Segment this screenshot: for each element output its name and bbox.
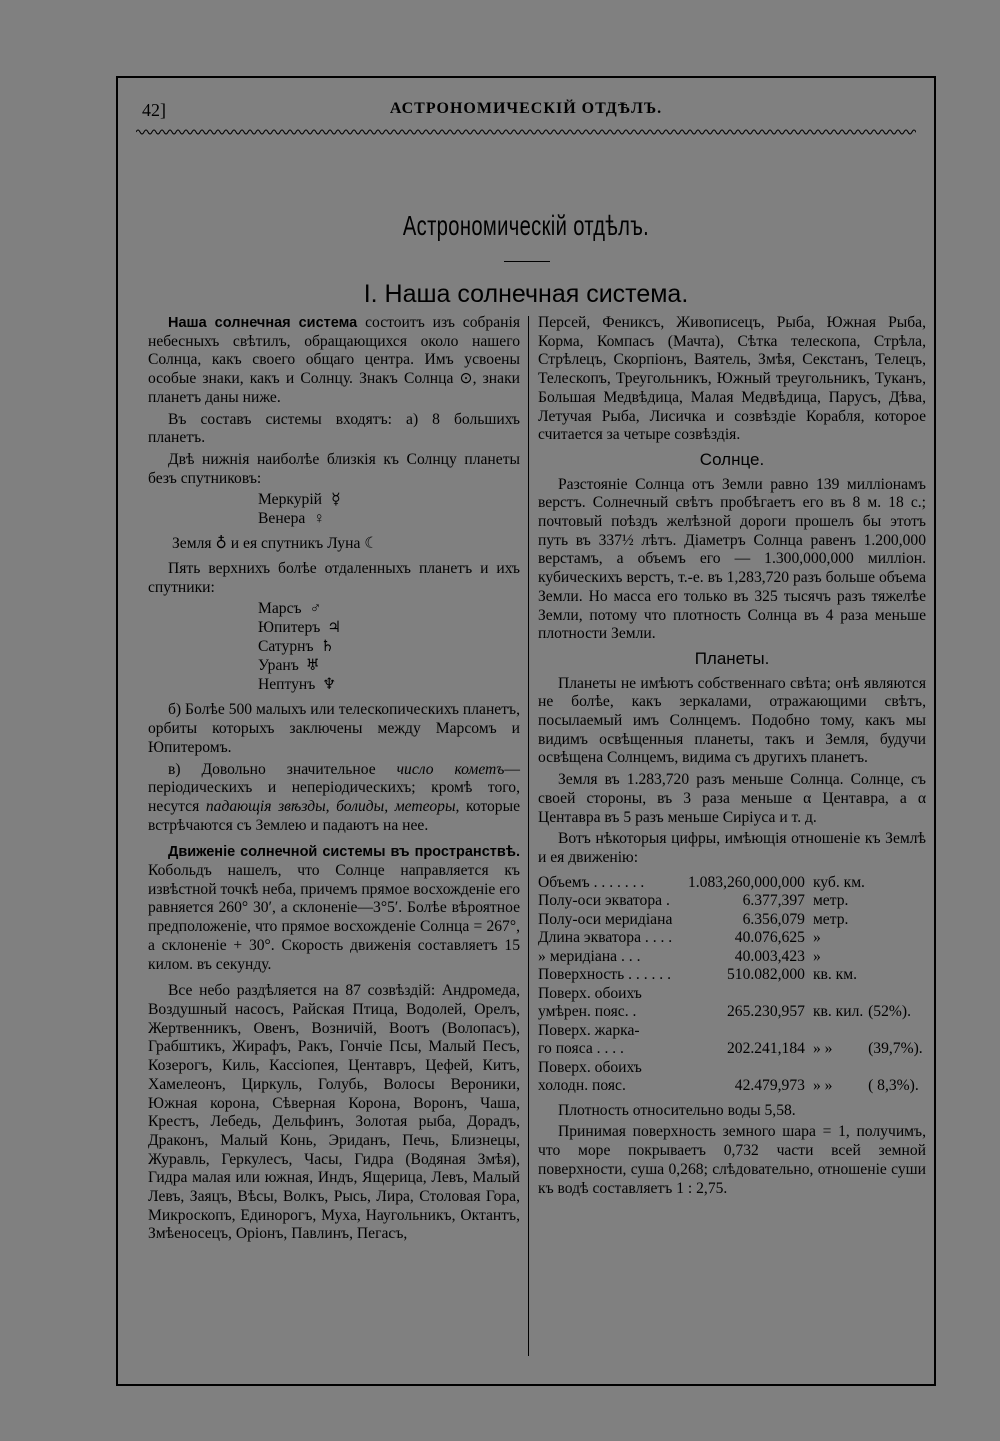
table-cell: Поверх. жарка- (538, 1021, 640, 1039)
paragraph: Въ составъ системы входятъ: а) 8 большихъ планетъ. (148, 410, 520, 447)
table-cell (680, 1059, 812, 1078)
table-cell: Поверх. обоихъ (538, 1058, 642, 1076)
page-header (138, 98, 914, 126)
table-cell: метр. (812, 892, 849, 910)
table-row (538, 874, 926, 893)
table-row (538, 1003, 926, 1022)
table-cell: умѣрен. пояс. . (538, 1003, 637, 1021)
table-cell: 40.076,625 (734, 929, 805, 947)
table-cell: кв. км. (812, 966, 858, 984)
table-cell: » меридіана . . . (538, 947, 641, 965)
inner-planets-list (258, 491, 520, 529)
table-cell: кв. кил. (812, 1003, 864, 1021)
table-cell: » » (812, 1040, 833, 1058)
table-cell: метр. (812, 910, 849, 928)
paragraph: в) Довольно значительное число кометъ— періодическихъ и неперіодическихъ; кромѣ того, несутся падающія звѣзды, болиды, метеоры, которые встрѣчаются съ Землею и падаютъ на нее. (148, 760, 520, 834)
earth-line: Земля ♁ и ея спутникъ Луна ☾ (172, 535, 379, 553)
left-column (148, 314, 520, 1247)
table-cell (868, 892, 926, 911)
table-cell (868, 1022, 926, 1041)
paragraph: Движеніе солнечной системы въ пространствѣ. Кобольдъ нашелъ, что Солнце направляется къ извѣстной точкѣ неба, причемъ прямое восхожденіе его равняется 260° 30′, а склоненіе—3°5′. Болѣе вѣроятное предположеніе, что прямое восхожденіе Солнца = 267°, а склоненіе + 30°. Скорость движенія составляетъ 15 килом. въ секунду. (148, 844, 520, 973)
table-cell (868, 874, 926, 893)
paragraph: Двѣ нижнія наиболѣе близкія къ Солнцу планеты безъ спутниковъ: (148, 450, 520, 487)
table-cell: Поверхность . . . . . . (538, 966, 672, 984)
table-cell: холодн. пояс. (538, 1077, 626, 1095)
paragraph: Все небо раздѣляется на 87 созвѣздій: Андромеда, Воздушный насосъ, Райская Птица, Водолей, Орелъ, Жертвенникъ, Овенъ, Возничій, Воотъ (Волопасъ), Грабштикъ, Жирафъ, Ракъ, Гончіе Псы, Малый Песъ, Козерогъ, Киль, Кассіопея, Центавръ, Цефей, Китъ, Хамелеонъ, Циркуль, Голубь, Волосы Вероники, Южная корона, Сѣверная Корона, Воронъ, Чаша, Крестъ, Лебедь, Дельфинъ, Золотая рыба, Дорадъ, Драконъ, Малый Конь, Эриданъ, Печь, Близнецы, Журавль, Геркулесъ, Часы, Гидра (Водяная Змѣя), Гидра малая или южная, Индъ, Ящерица, Левъ, Малый Левъ, Заяцъ, Вѣсы, Волкъ, Рысь, Лира, Столовая Гора, Микроскопъ, Единорогъ, Муха, Наугольникъ, Октантъ, Змѣеносецъ, Оріонъ, Павлинъ, Пегасъ, (148, 982, 520, 1243)
title-rule (504, 261, 550, 262)
sun-heading: Солнце. (699, 449, 765, 469)
table-cell: ( 8,3%). (868, 1077, 919, 1095)
mercury-icon: ☿ (331, 491, 341, 509)
table-row (538, 1022, 926, 1041)
jupiter-icon: ♃ (327, 619, 342, 637)
paragraph: Плотность относительно воды 5,58. (558, 1101, 796, 1119)
table-row (538, 948, 926, 967)
column-divider (528, 316, 529, 1356)
table-cell: 40.003,423 (734, 947, 805, 965)
table-row (538, 911, 926, 930)
table-cell (868, 985, 926, 1004)
table-row (538, 892, 926, 911)
mars-icon: ♂ (309, 600, 322, 618)
table-cell: куб. км. (812, 873, 865, 891)
table-cell: (52%). (868, 1003, 911, 1021)
table-row (538, 985, 926, 1004)
table-cell (813, 985, 868, 1004)
table-row (538, 966, 926, 985)
table-cell (813, 1059, 868, 1078)
saturn-icon: ♄ (320, 638, 335, 656)
paragraph: Наша солнечная система состоитъ изъ собранія небесныхъ свѣтилъ, обращающихся около нашего Солнца, какъ своего общаго центра. Имъ усвоены особые знаки, какъ и Солнцу. Знакъ Солнца ⊙, знаки планетъ даны ниже. (148, 314, 521, 406)
paragraph: Земля въ 1.283,720 разъ меньше Солнца. Солнце, съ своей стороны, въ 3 раза меньше α Центавра, а α Центавра въ 5 разъ меньше Сиріуса и т. д. (538, 771, 926, 826)
table-row (538, 1040, 926, 1059)
table-cell: Поверх. обоихъ (538, 984, 642, 1002)
table-row (538, 1059, 926, 1078)
table-cell: го пояса . . . . (538, 1040, 624, 1058)
table-cell: » » (812, 1077, 833, 1095)
table-cell (868, 966, 926, 985)
table-cell (868, 911, 926, 930)
outer-planets-list (258, 600, 520, 695)
table-cell (680, 1022, 812, 1041)
paragraph: Вотъ нѣкоторыя цифры, имѣющія отношеніе къ Землѣ и ея движенію: (538, 830, 926, 866)
chapter-title: I. Наша солнечная система. (363, 280, 689, 308)
table-row (538, 1077, 926, 1096)
venus-icon: ♀ (313, 510, 326, 528)
paragraph: Планеты не имѣютъ собственнаго свѣта; онѣ являются не болѣе, какъ зеркалами, отражающими свѣтъ, посылаемый имъ Солнцемъ. Подобно тому, какъ мы видимъ освѣщенныя планеты, такъ и Земля, будучи освѣщена Солнцемъ, видима съ другихъ планетъ. (538, 674, 926, 767)
neptune-icon: ♆ (322, 676, 337, 694)
table-cell: 202.241,184 (726, 1040, 805, 1058)
table-cell: » (812, 929, 821, 947)
table-cell (868, 929, 926, 948)
list-item: Меркурій ☿ (258, 491, 520, 510)
list-item: Сатурнъ ♄ (258, 638, 520, 657)
table-cell: 510.082,000 (726, 966, 805, 984)
paragraph: Пять верхнихъ болѣе отдаленныхъ планетъ и ихъ спутники: (148, 560, 520, 596)
table-cell: (39,7%). (868, 1040, 923, 1058)
uranus-icon: ♅ (305, 657, 320, 675)
page-number: 42] (142, 100, 166, 120)
list-item: Юпитеръ ♃ (258, 619, 520, 638)
paragraph: б) Болѣе 500 малыхъ или телескопическихъ планетъ, орбиты которыхъ заключены между Марсомъ и Юпитеромъ. (148, 701, 520, 756)
table-cell: Длина экватора . . . . (538, 929, 673, 947)
header-wavy-rule (136, 128, 916, 136)
table-cell: Полу-оси экватора . (538, 892, 670, 910)
list-item: Марсъ ♂ (258, 600, 520, 619)
table-cell (680, 985, 812, 1004)
list-item: Нептунъ ♆ (258, 676, 520, 695)
running-head: АСТРОНОМИЧЕСКІЙ ОТДѢЛЪ. (389, 100, 663, 117)
planets-heading: Планеты. (694, 648, 770, 668)
table-cell: Полу-оси меридіана (538, 910, 673, 928)
table-cell (868, 948, 926, 967)
table-cell (868, 1059, 926, 1078)
table-cell: Объемъ . . . . . . . (538, 873, 645, 891)
table-cell: 1.083,260,000,000 (687, 873, 805, 891)
list-item: Венера ♀ (258, 510, 520, 529)
table-cell: 6.356,079 (742, 910, 805, 928)
paragraph: Принимая поверхность земного шара = 1, получимъ, что море покрываетъ 0,732 части всей земной поверхности, суша 0,268; слѣдовательно, отношеніе суши къ водѣ составляетъ 1 : 2,75. (538, 1123, 926, 1197)
table-cell: 6.377,397 (742, 892, 805, 910)
right-column (538, 314, 926, 1201)
book-page (116, 76, 936, 1386)
section-title: Астрономическій отдѣлъ. (402, 210, 650, 241)
earth-stats-table (538, 874, 926, 1096)
paragraph: Персей, Фениксъ, Живописецъ, Рыба, Южная Рыба, Корма, Компасъ (Мачта), Сѣтка телескопа, Стрѣла, Стрѣлецъ, Скорпіонъ, Ваятель, Змѣя, Секстанъ, Телецъ, Телескопъ, Треугольникъ, Южный треугольникъ, Туканъ, Большая Медвѣдица, Малая Медвѣдица, Парусъ, Дѣва, Летучая Рыба, Лисичка и созвѣздіе Корабля, которое считается за четыре созвѣздія. (538, 314, 926, 444)
table-row (538, 929, 926, 948)
table-cell (813, 1022, 868, 1041)
table-cell: 42.479,973 (734, 1077, 805, 1095)
table-cell: 265.230,957 (726, 1003, 805, 1021)
paragraph: Разстояніе Солнца отъ Земли равно 139 милліонамъ верстъ. Солнечный свѣтъ пробѣгаетъ его въ 8 м. 18 с.; почтовый поѣздъ желѣзной дороги прошелъ бы этотъ путь въ 337½ лѣтъ. Діаметръ Солнца равенъ 1.200,000 верстамъ, а объемъ его — 1.300,000,000 милліон. кубическихъ верстъ, т.-е. въ 1,283,720 разъ больше объема Земли. Но масса его только въ 325 тысячъ разъ тяжелѣе Земли, потому что плотность Солнца въ 4 раза меньше плотности Земли. (538, 475, 926, 643)
table-cell: » (812, 947, 821, 965)
list-item: Уранъ ♅ (258, 657, 520, 676)
